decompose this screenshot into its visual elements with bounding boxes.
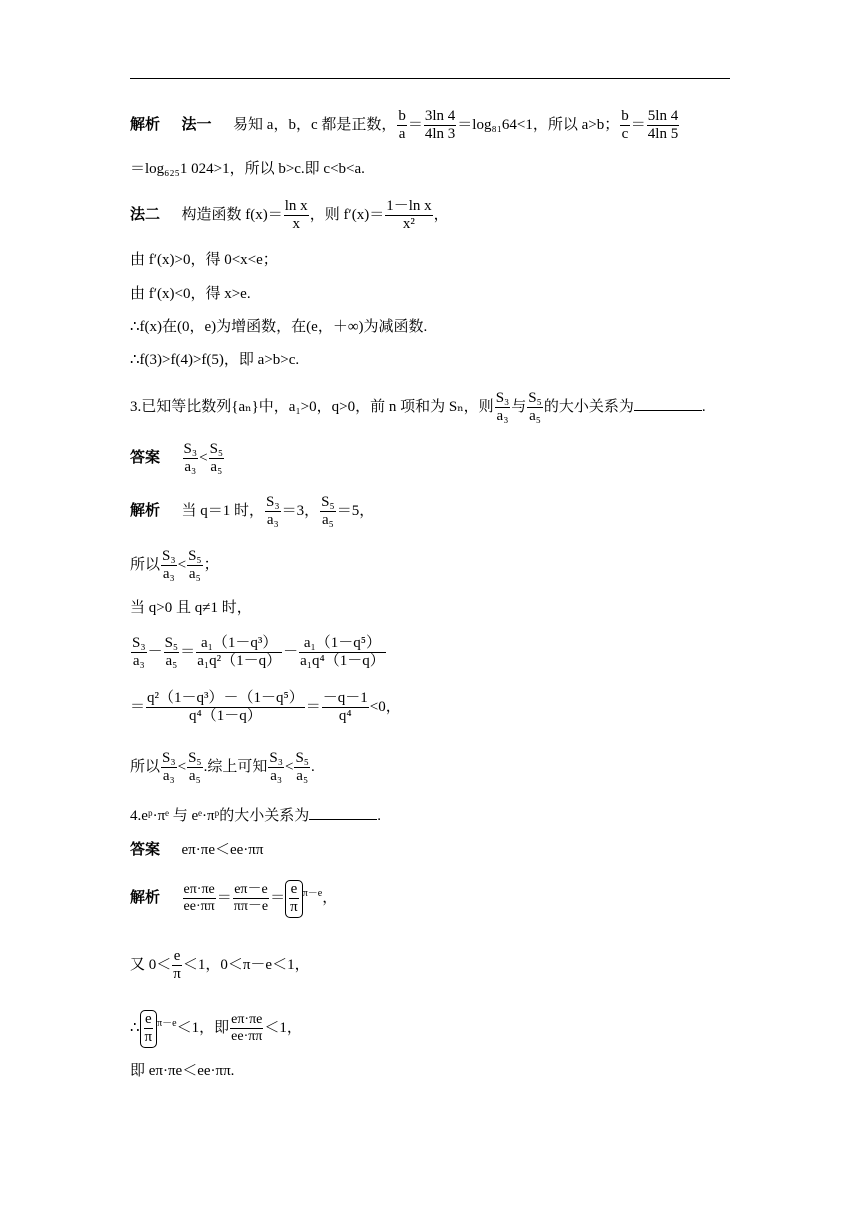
text: 又 0＜ [130,957,172,974]
label-daan: 答案 [130,449,161,467]
equals: ＝ [407,117,423,134]
solution-q4-line-3 [130,1010,302,1048]
fraction: $\frac{\text{S₅}}{\text{a₅}}$ [164,635,179,670]
text: 4.eᵖ·πᵉ 与 eᵉ·πᵖ的大小关系为 [130,808,310,824]
solution-line-2: ＝log₆₂₅1 024>1，所以 b>c.即 c<b<a. [130,161,365,177]
fraction: $\frac{\text{S₅}}{\text{a₅}}$ [321,494,335,529]
answer-blank [309,807,377,820]
label-daan: 答案 [130,841,161,858]
fraction: $\frac{3\ln 4}{4\ln 3}$ [424,108,456,143]
solution-line-5: 由 f′(x)<0，得 x>e. [130,286,251,302]
answer-line-q4 [130,842,263,858]
exponent: π－e [157,1018,177,1030]
fraction: $\frac{\text{S₃}}{\text{a₃}}$ [162,750,176,785]
fraction: $\frac{5\ln 4}{4\ln 5}$ [647,108,679,143]
fraction: $\frac{\text{S₅}}{\text{a₅}}$ [209,441,224,476]
fraction: $\frac{\text{a₁（1－q⁵）}}{\text{a₁q⁴（1－q）}}$ [300,635,385,670]
text: . [701,399,706,416]
less-than: < [199,450,208,467]
text: ， [322,890,338,907]
minus: － [283,644,299,661]
fraction: $\frac{\text{1－ln x}}{\text{x²}}$ [386,198,432,233]
fraction: $\frac{\text{S₅}}{\text{a₅}}$ [188,750,202,785]
text: 构造函数 f(x)＝ [181,207,283,224]
solution-line-6: ∴f(x)在(0，e)为增函数，在(e，＋∞)为减函数. [130,319,428,335]
solution-q3-line-2 [130,548,219,584]
solution-line-7: ∴f(3)>f(4)>f(5)，即 a>b>c. [130,352,300,368]
answer-line [130,441,225,477]
fraction: $\frac{\text{ln x}}{x}$ [284,198,308,233]
fraction: $\frac{\text{S₃}}{\text{a₃}}$ [183,441,198,476]
fraction: $\frac{\text{S₃}}{\text{a₃}}$ [162,548,176,583]
solution-q3-line-5 [130,690,401,726]
fraction: $\frac{\text{S₃}}{\text{a₃}}$ [132,635,146,670]
fraction: $\frac{e}{\pi}$ [290,881,298,916]
text: ， [433,207,449,224]
fraction: $\frac{b}{c}$ [621,108,629,143]
text: ＜1，即 [176,1020,230,1037]
text: ，则 f′(x)＝ [309,207,385,224]
label-fa-er: 法二 [130,206,161,224]
solution-line-4: 由 f′(x)>0，得 0<x<e； [130,252,278,268]
text: ＜1， [264,1020,302,1037]
solution-q3-line-3: 当 q>0 且 q≠1 时， [130,600,252,616]
equals: ＝ [630,117,646,134]
fraction: $\frac{\text{S₅}}{\text{a₅}}$ [188,548,202,583]
fraction: $\frac{\text{q²（1－q³）－（1－q⁵）}}{\text{q⁴（1－q）}}$ [147,690,304,725]
text: .综上可知 [203,759,268,776]
fraction: $\frac{e}{\pi}$ [173,948,181,983]
equals: ＝ [305,699,321,716]
text: ＜1，0＜π－e＜1， [182,957,310,974]
fraction: $\frac{-q-1}{\text{q⁴}}$ [322,690,368,725]
text: 的大小关系为 [543,399,634,416]
exponent: π－e [302,888,323,900]
fraction: $\frac{\text{S₃}}{\text{a₃}}$ [495,390,510,425]
solution-q3-line-6 [130,750,315,786]
answer-blank [634,398,702,411]
fraction: $\frac{e}{\pi}$ [144,1011,153,1046]
fraction: $\frac{b}{a}$ [398,108,406,143]
solution-q4-line-2 [130,948,310,984]
text: 所以 [130,759,161,776]
text: 易知 a，b，c 都是正数， [233,117,397,134]
fraction: $\frac{\text{S₃}}{\text{a₃}}$ [266,494,280,529]
answer-text: eπ·πe＜ee·ππ [181,842,264,858]
minus: － [147,644,163,661]
text: ＝log₈₁64<1，所以 a>b； [457,117,620,134]
less-than: < [177,759,187,776]
fraction: $\frac{\text{S₅}}{\text{a₅}}$ [528,390,542,425]
solution-q4-line-4: 即 eπ·πe＜ee·ππ. [130,1063,235,1079]
header-rule [130,78,730,79]
fraction: $\frac{\text{S₅}}{\text{a₅}}$ [295,750,310,785]
text: 当 q＝1 时， [181,503,265,520]
less-than: < [177,557,187,574]
label-jiexi: 解析 [130,889,161,907]
text: ； [203,557,219,574]
equals: ＝ [130,699,146,716]
therefore: ∴ [130,1020,140,1037]
fraction: $\frac{e\pi-e}{\pi\pi-e}$ [233,882,269,915]
solution-q3-line-4 [130,635,387,671]
fraction: $\frac{\text{S₃}}{\text{a₃}}$ [269,750,283,785]
equals: ＝ [216,890,232,907]
text: . [377,808,381,824]
parenthesized-fraction [285,880,303,918]
equals: ＝ [270,890,286,907]
solution-line-1 [130,108,680,144]
text: ＝5， [336,503,375,520]
text: ＝3， [281,503,320,520]
solution-q3-line-1 [130,494,374,530]
label-fa-yi: 法一 [181,116,212,134]
label-jiexi: 解析 [130,502,161,520]
text: 3.已知等比数列{aₙ}中，a₁>0，q>0，前 n 项和为 Sₙ，则 [130,399,494,416]
text: <0， [369,699,401,716]
solution-line-3 [130,198,449,234]
equals: ＝ [180,644,196,661]
text: 所以 [130,557,161,574]
fraction: $\frac{e\pi\cdot\pi e}{ee\cdot\pi\pi}$ [231,1012,263,1045]
question-3-stem [130,390,706,426]
label-jiexi: 解析 [130,116,161,134]
question-4-stem [130,807,381,824]
text: 与 [511,399,527,416]
solution-q4-line-1 [130,880,337,918]
text: . [311,759,315,776]
less-than: < [284,759,294,776]
fraction: $\frac{\text{a₁（1－q³）}}{\text{a₁q²（1－q）}}$ [197,635,282,670]
parenthesized-fraction [140,1010,158,1048]
fraction: $\frac{e\pi\cdot\pi e}{ee\cdot\pi\pi}$ [183,882,215,915]
